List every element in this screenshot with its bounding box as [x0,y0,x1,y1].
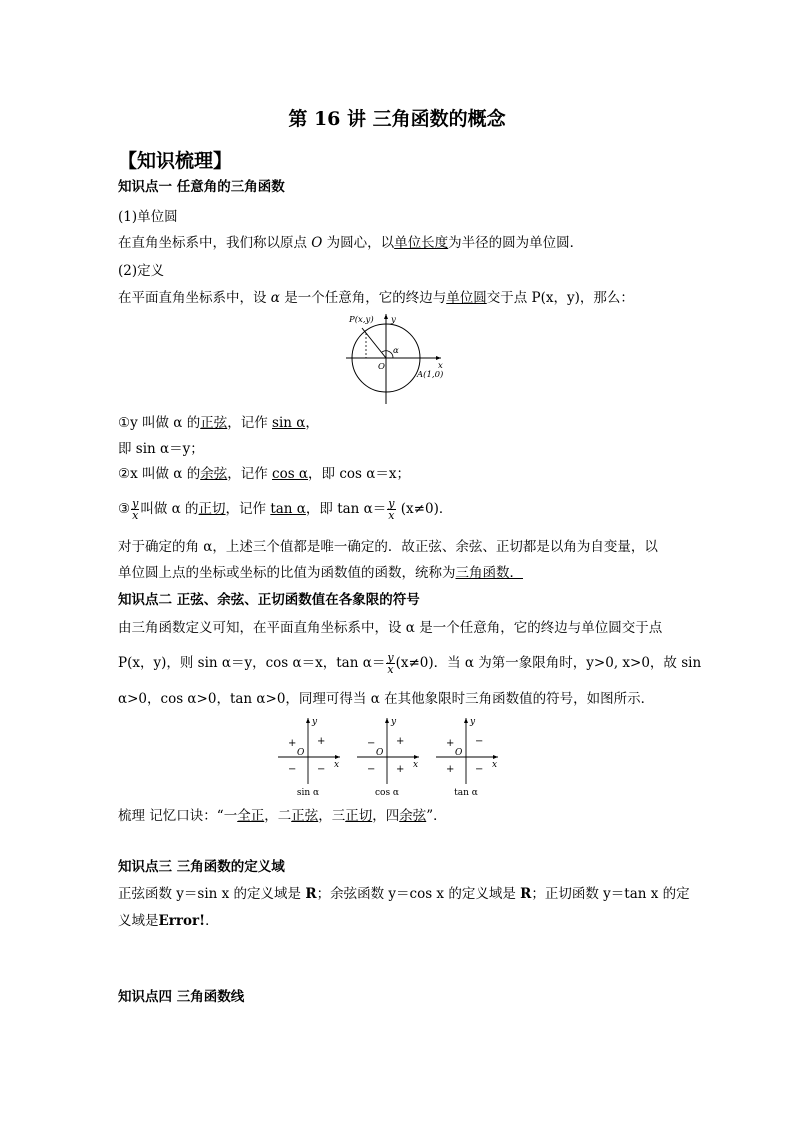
kp1-summary1: 对于确定的角 α，上述三个值都是唯一确定的．故正弦、余弦、正切都是以角为自变量，以 [118,539,658,555]
underlined-term: 三角函数． [455,565,523,581]
underlined-term: tan α [270,501,306,517]
sign-chart-1 [357,717,419,798]
chart-label: cos α [374,788,400,798]
sign-q2: − [367,738,376,749]
text: O [311,235,323,251]
label-P: P(x,y) [349,315,374,325]
text: ；正切函数 y＝tan x 的定 [531,886,690,902]
axis-label-O: O [376,748,384,758]
underlined-term: sin α [272,415,306,431]
y-axis-arrow [384,314,388,319]
sign-q1: − [475,736,484,747]
sign-q2: + [446,738,455,749]
underlined-term: 单位长度 [394,235,449,251]
kp2-heading: 知识点二 正弦、余弦、正切函数值在各象限的符号 [118,592,420,608]
underlined-term: 单位圆 [446,290,487,306]
kp2-line2 [118,652,701,675]
axis-label-y: y [470,717,476,727]
text: ，三 [318,808,346,824]
quadrant-sign-charts [276,712,521,798]
underlined-term: 正弦 [200,415,228,431]
text: 叫做 α 的 [140,501,199,517]
kp3-line2 [118,911,219,931]
denominator: x [388,509,395,522]
denominator: x [387,663,394,676]
kp4-heading: 知识点四 三角函数线 [118,989,245,1005]
axis-label-x: x [413,760,419,770]
sign-q4: − [475,764,484,775]
sign-q1: + [317,736,326,747]
kp1-item2 [118,464,410,484]
text: 交于点 P(x，y)，那么： [486,290,634,306]
x-axis-arrow [335,755,340,759]
text: R [520,886,532,902]
text: 是一个任意角，它的终边与 [279,290,447,306]
text: α [270,290,280,306]
text: ”． [426,808,447,824]
text: 为半径的圆为单位圆． [448,235,584,251]
text: 在直角坐标系中，我们称以原点 [118,235,312,251]
kp1-item3 [118,498,452,521]
text: 梳理 记忆口诀：“一 [118,808,238,824]
text: ，记作 [227,466,273,482]
kp2-mnemonic [118,806,447,826]
text: ，即 cos α＝x； [308,466,410,482]
text: ，二 [264,808,292,824]
text: 在平面直角坐标系中，设 [118,290,271,306]
axis-label-x: x [334,760,340,770]
fraction-y-over-x [387,498,395,521]
text: 为圆心，以 [322,235,395,251]
numerator: y [132,497,139,510]
chart-label: tan α [454,788,478,798]
axis-label-y: y [391,717,397,727]
sign-q3: + [446,764,455,775]
sign-q1: + [396,736,405,747]
text: (x≠0)． [396,501,453,517]
text: P(x，y)，则 sin α＝y，cos α＝x，tan α＝ [118,655,386,671]
sign-q3: − [288,764,297,775]
underlined-term: cos α [272,466,309,482]
fraction-y-over-x [386,652,394,675]
underlined-term: 全正 [237,808,265,824]
y-axis-arrow [306,718,310,723]
text: ①y 叫做 α 的 [118,415,201,431]
kp2-line1: 由三角函数定义可知，在平面直角坐标系中，设 α 是一个任意角，它的终边与单位圆交于点 [118,620,663,636]
text: 正弦函数 y＝sin x 的定义域是 [118,886,306,902]
text: ③ [118,501,131,517]
unit-circle-figure [340,310,455,406]
label-alpha: α [393,346,399,356]
kp1-summary2 [118,563,523,583]
text: ． [205,913,219,929]
sign-chart-2 [436,717,498,798]
axis-label-x: x [492,760,498,770]
text: ，记作 [225,501,271,517]
text: R [305,886,317,902]
sign-q3: − [367,764,376,775]
label-y: y [391,315,396,325]
section-heading: 【知识梳理】 [118,150,233,172]
y-axis-arrow [464,718,468,723]
kp3-line1 [118,884,690,904]
kp1-item1 [118,413,319,433]
label-O: O [378,362,385,372]
axis-label-y: y [312,717,318,727]
sign-chart-0 [278,717,340,798]
text: ，即 tan α＝ [305,501,387,517]
underlined-term: 正弦 [291,808,319,824]
sign-q4: − [317,764,326,775]
text: ；余弦函数 y＝cos x 的定义域是 [316,886,521,902]
x-axis-arrow [436,356,441,360]
kp1-line2 [118,288,634,308]
text: 单位圆上点的坐标或坐标的比值为函数值的函数，统称为 [118,565,456,581]
underlined-term: 余弦 [200,466,228,482]
x-axis-arrow [493,755,498,759]
kp1-sub1: (1)单位圆 [118,209,178,225]
axis-label-O: O [297,748,305,758]
page-title: 第 16 讲 三角函数的概念 [288,108,506,130]
denominator: x [132,509,139,522]
text: ，记作 [227,415,273,431]
text: ②x 叫做 α 的 [118,466,201,482]
kp1-heading: 知识点一 任意角的三角函数 [118,179,285,195]
fraction-y-over-x [131,498,139,521]
kp1-sub2: (2)定义 [118,263,165,279]
label-x: x [438,361,443,371]
kp3-heading: 知识点三 三角函数的定义域 [118,859,285,875]
text: ，四 [372,808,400,824]
kp1-item1-line2: 即 sin α＝y； [118,441,204,457]
underlined-term: 正切 [198,501,226,517]
text: ， [305,415,319,431]
axis-label-O: O [455,748,463,758]
sign-q2: + [288,738,297,749]
error-field: Error! [158,913,206,929]
underlined-term: 余弦 [399,808,427,824]
underlined-term: 正切 [345,808,373,824]
numerator: y [387,651,394,664]
chart-label: sin α [296,788,320,798]
kp2-line3: α>0，cos α>0，tan α>0，同理可得当 α 在其他象限时三角函数值的符号，如图所示． [118,691,655,707]
text: 义域是 [118,913,159,929]
sign-q4: + [396,764,405,775]
text: (x≠0)．当 α 为第一象限角时，y>0, x>0，故 sin [395,655,702,671]
y-axis-arrow [385,718,389,723]
kp1-line1 [118,233,583,253]
numerator: y [388,497,395,510]
x-axis-arrow [414,755,419,759]
label-A: A(1,0) [417,370,444,380]
